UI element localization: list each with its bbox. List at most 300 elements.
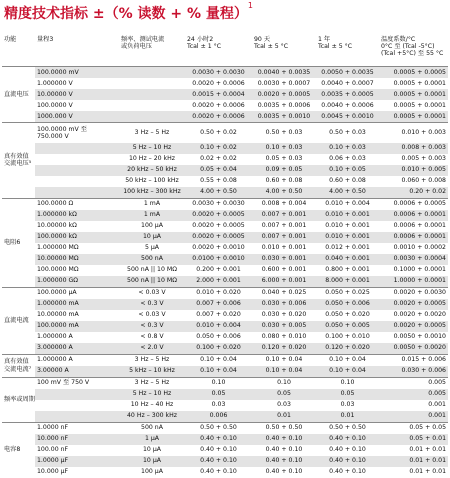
table-row — [2, 165, 448, 176]
range-value: 1.000000 kΩ — [37, 211, 77, 219]
accuracy-24h-cell: 0.05 + 0.04 — [185, 165, 252, 176]
temp-coeff-cell: 0.005 — [379, 377, 448, 389]
accuracy-24h-cell: 0.40 + 0.10 — [185, 456, 252, 467]
accuracy-1y-cell: 0.40 + 0.10 — [316, 434, 379, 445]
header-24-hour-line: Tcal ± 1 °C — [187, 43, 222, 51]
function-label: 频率或周期 — [4, 395, 35, 403]
frequency-cell: < 0.03 V — [119, 310, 185, 321]
page-title — [4, 3, 253, 25]
table-row — [2, 400, 448, 411]
header-temp-coefficient — [379, 34, 448, 67]
accuracy-1y-cell: 0.010 + 0.001 — [316, 210, 379, 221]
table-row — [2, 299, 448, 310]
frequency-cell: 50 kHz – 100 kHz — [119, 176, 185, 187]
range-value: 100 mV 至 750 V — [37, 379, 90, 387]
function-cell — [2, 287, 35, 354]
temp-coeff-cell: 0.010 + 0.005 — [379, 165, 448, 176]
accuracy-24h-cell: 0.200 + 0.001 — [185, 265, 252, 276]
table-row — [2, 321, 448, 332]
accuracy-24h-cell: 0.0020 + 0.0006 — [185, 100, 252, 111]
temp-coeff-cell: 0.0020 + 0.0005 — [379, 321, 448, 332]
accuracy-1y-cell: 0.050 + 0.005 — [316, 321, 379, 332]
range-cell — [35, 176, 119, 187]
accuracy-1y-cell: 0.010 + 0.004 — [316, 198, 379, 210]
accuracy-90d-cell: 0.60 + 0.08 — [252, 176, 316, 187]
range-cell — [35, 400, 119, 411]
accuracy-1y-cell: 4.00 + 0.50 — [316, 187, 379, 199]
accuracy-90d-cell: 0.0030 + 0.0007 — [252, 78, 316, 89]
range-value: 10.000 μF — [37, 468, 69, 476]
frequency-cell: 1 mA — [119, 198, 185, 210]
range-cell — [35, 366, 119, 378]
accuracy-24h-cell: 0.50 + 0.02 — [185, 123, 252, 143]
range-value: 10.00000 kΩ — [37, 222, 77, 230]
function-cell — [2, 123, 35, 199]
header-1-year-line: 1 年 — [318, 36, 331, 43]
header-temp-coefficient-line: 温度系数/°C — [381, 36, 416, 43]
temp-coeff-cell: 0.005 — [379, 389, 448, 400]
accuracy-24h-cell: 0.0100 + 0.0010 — [185, 254, 252, 265]
range-cell — [35, 456, 119, 467]
range-cell — [35, 187, 119, 199]
table-row — [2, 123, 448, 143]
header-frequency-current-line: 或负荷电压 — [121, 43, 152, 51]
accuracy-24h-cell: 0.007 + 0.006 — [185, 299, 252, 310]
table-row — [2, 78, 448, 89]
temp-coeff-cell: 0.0020 + 0.0005 — [379, 299, 448, 310]
accuracy-90d-cell: 0.10 + 0.03 — [252, 143, 316, 154]
temp-coeff-cell: 0.0005 + 0.0001 — [379, 89, 448, 100]
temp-coeff-cell: 0.0005 + 0.0005 — [379, 67, 448, 79]
frequency-cell — [119, 111, 185, 123]
accuracy-24h-cell: 0.0020 + 0.0005 — [185, 210, 252, 221]
range-value: 100.00 nF — [37, 446, 69, 454]
accuracy-24h-cell: 0.10 + 0.04 — [185, 366, 252, 378]
range-cell — [35, 243, 119, 254]
function-cell — [2, 377, 35, 422]
range-value: 1.000000 mA — [37, 300, 79, 308]
header-temp-coefficient-line: (Tcal +5°C) 至 55 °C — [381, 50, 444, 58]
range-value: 10.00000 MΩ — [37, 255, 79, 263]
frequency-cell: 100 μA — [119, 467, 185, 478]
accuracy-24h-cell: 0.10 + 0.02 — [185, 143, 252, 154]
table-row — [2, 467, 448, 478]
frequency-cell: 100 kHz – 300 kHz — [119, 187, 185, 199]
accuracy-90d-cell: 0.10 + 0.04 — [252, 366, 316, 378]
range-value: 100.0000 kΩ — [37, 233, 77, 241]
accuracy-24h-cell: 0.0020 + 0.0010 — [185, 243, 252, 254]
accuracy-1y-cell: 0.50 + 0.03 — [316, 123, 379, 143]
table-row — [2, 310, 448, 321]
accuracy-24h-cell: 0.010 + 0.020 — [185, 287, 252, 299]
accuracy-1y-cell: 0.60 + 0.08 — [316, 176, 379, 187]
accuracy-1y-cell: 0.01 — [316, 411, 379, 423]
table-row — [2, 456, 448, 467]
accuracy-1y-cell: 0.03 — [316, 400, 379, 411]
function-label: 直流电压 — [4, 90, 29, 98]
accuracy-1y-cell: 0.10 + 0.04 — [316, 366, 379, 378]
table-row — [2, 411, 448, 423]
accuracy-1y-cell: 0.06 + 0.03 — [316, 154, 379, 165]
range-value: 1.0000 μF — [37, 457, 69, 465]
accuracy-24h-cell: 0.0020 + 0.0005 — [185, 221, 252, 232]
accuracy-1y-cell: 0.050 + 0.006 — [316, 299, 379, 310]
temp-coeff-cell: 0.0006 + 0.0005 — [379, 198, 448, 210]
frequency-cell: 40 Hz – 300 kHz — [119, 411, 185, 423]
header-temp-coefficient-line: 0°C 至 (Tcal -5°C) — [381, 43, 435, 51]
range-value-line2: 750.000 V — [37, 132, 69, 140]
temp-coeff-cell: 0.0050 + 0.0020 — [379, 343, 448, 355]
table-row — [2, 154, 448, 165]
accuracy-90d-cell: 0.030 + 0.001 — [252, 254, 316, 265]
range-cell — [35, 467, 119, 478]
frequency-cell: 10 μA — [119, 445, 185, 456]
header-90-day-line: Tcal ± 5 °C — [254, 43, 289, 51]
accuracy-1y-cell: 0.012 + 0.001 — [316, 243, 379, 254]
accuracy-24h-cell: 0.55 + 0.08 — [185, 176, 252, 187]
header-1-year-line: Tcal ± 5 °C — [318, 43, 353, 51]
temp-coeff-cell: 0.0020 + 0.0030 — [379, 287, 448, 299]
accuracy-24h-cell: 0.0020 + 0.0006 — [185, 78, 252, 89]
frequency-cell — [119, 89, 185, 100]
header-range — [35, 34, 119, 67]
table-row — [2, 210, 448, 221]
accuracy-24h-cell: 0.05 — [185, 389, 252, 400]
frequency-cell: 10 μA — [119, 232, 185, 243]
function-label: 交流电流⁷ — [4, 365, 32, 373]
accuracy-90d-cell: 0.05 + 0.03 — [252, 154, 316, 165]
temp-coeff-cell: 0.01 + 0.01 — [379, 456, 448, 467]
range-cell — [35, 123, 119, 143]
accuracy-24h-cell: 0.0015 + 0.0004 — [185, 89, 252, 100]
table-row — [2, 221, 448, 232]
frequency-cell: 3 Hz – 5 Hz — [119, 123, 185, 143]
temp-coeff-cell: 0.005 + 0.003 — [379, 154, 448, 165]
table-row — [2, 265, 448, 276]
range-value: 3.00000 A — [37, 367, 69, 375]
accuracy-24h-cell: 0.03 — [185, 400, 252, 411]
table-row — [2, 276, 448, 288]
range-value: 10.00000 V — [37, 90, 73, 98]
accuracy-1y-cell: 0.10 + 0.04 — [316, 354, 379, 366]
title-text: 精度技术指标 ±（% 读数 + % 量程） — [4, 6, 248, 22]
accuracy-90d-cell: 0.50 + 0.03 — [252, 123, 316, 143]
frequency-cell: 5 μA — [119, 243, 185, 254]
accuracy-1y-cell: 0.040 + 0.001 — [316, 254, 379, 265]
range-cell — [35, 198, 119, 210]
range-value: 100.0000 mV — [37, 68, 79, 76]
accuracy-1y-cell: 0.800 + 0.001 — [316, 265, 379, 276]
temp-coeff-cell: 0.1000 + 0.0001 — [379, 265, 448, 276]
accuracy-90d-cell: 6.000 + 0.001 — [252, 276, 316, 288]
accuracy-90d-cell: 0.007 + 0.001 — [252, 221, 316, 232]
frequency-cell: 10 Hz – 40 Hz — [119, 400, 185, 411]
accuracy-1y-cell: 0.100 + 0.010 — [316, 332, 379, 343]
function-cell — [2, 67, 35, 123]
table-row — [2, 176, 448, 187]
function-label: 交流电压⁵ — [4, 160, 32, 168]
temp-coeff-cell: 0.0006 + 0.0001 — [379, 232, 448, 243]
range-cell — [35, 111, 119, 123]
temp-coeff-cell: 0.015 + 0.006 — [379, 354, 448, 366]
temp-coeff-cell: 0.0030 + 0.0004 — [379, 254, 448, 265]
accuracy-90d-cell: 0.0020 + 0.0005 — [252, 89, 316, 100]
frequency-cell: 10 Hz – 20 kHz — [119, 154, 185, 165]
accuracy-90d-cell: 0.008 + 0.004 — [252, 198, 316, 210]
range-cell — [35, 276, 119, 288]
table-row — [2, 143, 448, 154]
accuracy-1y-cell: 0.050 + 0.025 — [316, 287, 379, 299]
frequency-cell — [119, 67, 185, 79]
accuracy-1y-cell: 0.0050 + 0.0035 — [316, 67, 379, 79]
function-cell — [2, 198, 35, 287]
accuracy-90d-cell: 0.40 + 0.10 — [252, 445, 316, 456]
range-value: 100.0000 MΩ — [37, 266, 79, 274]
frequency-cell: < 2.0 V — [119, 343, 185, 355]
frequency-cell: 20 kHz – 50 kHz — [119, 165, 185, 176]
range-cell — [35, 67, 119, 79]
accuracy-90d-cell: 0.010 + 0.001 — [252, 243, 316, 254]
header-1-year — [316, 34, 379, 67]
range-cell — [35, 265, 119, 276]
temp-coeff-cell: 0.0010 + 0.0002 — [379, 243, 448, 254]
accuracy-24h-cell: 0.50 + 0.50 — [185, 422, 252, 434]
table-header — [2, 34, 448, 67]
accuracy-1y-cell: 0.010 + 0.001 — [316, 221, 379, 232]
range-cell — [35, 354, 119, 366]
accuracy-1y-cell: 0.050 + 0.020 — [316, 310, 379, 321]
temp-coeff-cell: 0.060 + 0.008 — [379, 176, 448, 187]
accuracy-1y-cell: 0.0040 + 0.0006 — [316, 100, 379, 111]
range-cell — [35, 89, 119, 100]
range-cell — [35, 78, 119, 89]
range-value: 100.0000 μA — [37, 289, 77, 297]
frequency-cell: 500 nA || 10 MΩ — [119, 265, 185, 276]
table-row — [2, 354, 448, 366]
accuracy-24h-cell: 2.000 + 0.001 — [185, 276, 252, 288]
temp-coeff-cell: 0.001 — [379, 400, 448, 411]
table-row — [2, 332, 448, 343]
frequency-cell: 100 μA — [119, 221, 185, 232]
accuracy-24h-cell: 0.10 — [185, 377, 252, 389]
accuracy-90d-cell: 0.080 + 0.010 — [252, 332, 316, 343]
temp-coeff-cell: 0.01 + 0.01 — [379, 467, 448, 478]
accuracy-1y-cell: 0.10 + 0.03 — [316, 143, 379, 154]
accuracy-90d-cell: 0.007 + 0.001 — [252, 210, 316, 221]
accuracy-24h-cell: 0.007 + 0.020 — [185, 310, 252, 321]
accuracy-90d-cell: 0.03 — [252, 400, 316, 411]
frequency-cell: 5 kHz – 10 kHz — [119, 366, 185, 378]
frequency-cell: 5 Hz – 10 Hz — [119, 389, 185, 400]
range-cell — [35, 221, 119, 232]
table-row — [2, 89, 448, 100]
range-cell — [35, 332, 119, 343]
function-label: 电阻6 — [4, 238, 21, 246]
temp-coeff-cell: 0.05 + 0.05 — [379, 422, 448, 434]
table-body — [2, 67, 448, 478]
range-value: 1.0000 nF — [37, 424, 69, 432]
accuracy-90d-cell: 0.030 + 0.020 — [252, 310, 316, 321]
range-cell — [35, 143, 119, 154]
range-value: 10.00000 mA — [37, 311, 79, 319]
table-row — [2, 389, 448, 400]
range-value: 1.000000 GΩ — [37, 277, 79, 285]
table-row — [2, 377, 448, 389]
range-cell — [35, 377, 119, 389]
table-row — [2, 232, 448, 243]
function-label: 真有效值 — [4, 153, 29, 161]
table-row — [2, 198, 448, 210]
accuracy-90d-cell: 0.40 + 0.10 — [252, 456, 316, 467]
title-footnote-mark: 1 — [247, 1, 253, 10]
accuracy-1y-cell: 0.120 + 0.020 — [316, 343, 379, 355]
function-cell — [2, 422, 35, 478]
range-value: 3.000000 A — [37, 344, 73, 352]
accuracy-1y-cell: 0.010 + 0.001 — [316, 232, 379, 243]
frequency-cell: 3 Hz – 5 Hz — [119, 377, 185, 389]
frequency-cell — [119, 78, 185, 89]
table-row — [2, 111, 448, 123]
header-frequency-current-line: 频率、测试电流 — [121, 36, 165, 43]
range-cell — [35, 254, 119, 265]
accuracy-90d-cell: 0.01 — [252, 411, 316, 423]
range-cell — [35, 287, 119, 299]
header-24-hour-line: 24 小时2 — [187, 36, 214, 43]
range-cell — [35, 100, 119, 111]
temp-coeff-cell: 0.008 + 0.003 — [379, 143, 448, 154]
accuracy-90d-cell: 0.50 + 0.50 — [252, 422, 316, 434]
range-cell — [35, 321, 119, 332]
range-cell — [35, 434, 119, 445]
range-value: 1.000000 A — [37, 333, 73, 341]
accuracy-spec-table — [2, 34, 448, 478]
accuracy-24h-cell: 0.0030 + 0.0030 — [185, 198, 252, 210]
function-cell — [2, 354, 35, 377]
frequency-cell: < 0.3 V — [119, 299, 185, 310]
header-90-day-line: 90 天 — [254, 36, 271, 43]
range-cell — [35, 232, 119, 243]
frequency-cell: 500 nA — [119, 422, 185, 434]
temp-coeff-cell: 0.010 + 0.003 — [379, 123, 448, 143]
accuracy-24h-cell: 0.10 + 0.04 — [185, 354, 252, 366]
accuracy-24h-cell: 0.050 + 0.006 — [185, 332, 252, 343]
range-value: 1.000000 MΩ — [37, 244, 79, 252]
range-cell — [35, 422, 119, 434]
accuracy-90d-cell: 0.0040 + 0.0035 — [252, 67, 316, 79]
table-row — [2, 445, 448, 456]
accuracy-90d-cell: 0.05 — [252, 389, 316, 400]
table-row — [2, 100, 448, 111]
accuracy-90d-cell: 0.600 + 0.001 — [252, 265, 316, 276]
header-frequency-current — [119, 34, 185, 67]
accuracy-90d-cell: 0.10 + 0.04 — [252, 354, 316, 366]
accuracy-90d-cell: 0.10 — [252, 377, 316, 389]
table-row — [2, 434, 448, 445]
frequency-cell: 10 μA — [119, 456, 185, 467]
accuracy-1y-cell: 0.0045 + 0.0010 — [316, 111, 379, 123]
accuracy-24h-cell: 0.40 + 0.10 — [185, 467, 252, 478]
accuracy-1y-cell: 0.40 + 0.10 — [316, 445, 379, 456]
temp-coeff-cell: 0.0020 + 0.0020 — [379, 310, 448, 321]
accuracy-1y-cell: 0.0035 + 0.0005 — [316, 89, 379, 100]
temp-coeff-cell: 0.0005 + 0.0001 — [379, 111, 448, 123]
function-label: 直流电流 — [4, 316, 29, 324]
function-label: 电容8 — [4, 446, 21, 454]
table-row — [2, 422, 448, 434]
accuracy-90d-cell: 0.030 + 0.006 — [252, 299, 316, 310]
accuracy-1y-cell: 0.0040 + 0.0007 — [316, 78, 379, 89]
temp-coeff-cell: 0.030 + 0.006 — [379, 366, 448, 378]
frequency-cell: 1 mA — [119, 210, 185, 221]
frequency-cell: 3 Hz – 5 Hz — [119, 354, 185, 366]
range-value: 100.0000 Ω — [37, 200, 74, 208]
temp-coeff-cell: 0.0006 + 0.0001 — [379, 221, 448, 232]
range-value: 100.0000 mA — [37, 322, 79, 330]
frequency-cell: 500 nA — [119, 254, 185, 265]
frequency-cell: 1 μA — [119, 434, 185, 445]
accuracy-90d-cell: 0.40 + 0.10 — [252, 434, 316, 445]
accuracy-24h-cell: 0.40 + 0.10 — [185, 434, 252, 445]
accuracy-24h-cell: 0.010 + 0.004 — [185, 321, 252, 332]
header-24-hour — [185, 34, 252, 67]
header-90-day — [252, 34, 316, 67]
range-cell — [35, 343, 119, 355]
function-label: 真有效值 — [4, 358, 29, 366]
temp-coeff-cell: 0.0006 + 0.0001 — [379, 210, 448, 221]
header-function — [2, 34, 35, 67]
temp-coeff-cell: 0.001 — [379, 411, 448, 423]
table-row — [2, 366, 448, 378]
range-cell — [35, 389, 119, 400]
frequency-cell: 5 Hz – 10 Hz — [119, 143, 185, 154]
range-cell — [35, 165, 119, 176]
accuracy-24h-cell: 0.100 + 0.020 — [185, 343, 252, 355]
range-cell — [35, 154, 119, 165]
frequency-cell: < 0.8 V — [119, 332, 185, 343]
accuracy-1y-cell: 0.40 + 0.10 — [316, 456, 379, 467]
temp-coeff-cell: 0.0005 + 0.0001 — [379, 78, 448, 89]
accuracy-1y-cell: 0.50 + 0.50 — [316, 422, 379, 434]
accuracy-90d-cell: 0.40 + 0.10 — [252, 467, 316, 478]
table-row — [2, 254, 448, 265]
accuracy-24h-cell: 0.0020 + 0.0006 — [185, 111, 252, 123]
accuracy-24h-cell: 0.40 + 0.10 — [185, 445, 252, 456]
range-value: 1000.000 V — [37, 112, 73, 120]
accuracy-24h-cell: 0.02 + 0.02 — [185, 154, 252, 165]
accuracy-90d-cell: 0.0035 + 0.0006 — [252, 100, 316, 111]
temp-coeff-cell: 0.20 + 0.02 — [379, 187, 448, 199]
frequency-cell: 500 nA || 10 MΩ — [119, 276, 185, 288]
table-row — [2, 287, 448, 299]
accuracy-90d-cell: 0.0035 + 0.0010 — [252, 111, 316, 123]
range-value: 100.0000 mV 至 — [37, 125, 87, 133]
accuracy-90d-cell: 0.120 + 0.020 — [252, 343, 316, 355]
range-cell — [35, 210, 119, 221]
temp-coeff-cell: 1.0000 + 0.0001 — [379, 276, 448, 288]
header-function-line: 功能 — [4, 36, 17, 43]
accuracy-1y-cell: 0.05 — [316, 389, 379, 400]
table-row — [2, 343, 448, 355]
range-cell — [35, 310, 119, 321]
accuracy-90d-cell: 4.00 + 0.50 — [252, 187, 316, 199]
temp-coeff-cell: 0.0050 + 0.0010 — [379, 332, 448, 343]
accuracy-90d-cell: 0.09 + 0.05 — [252, 165, 316, 176]
range-value: 1.000000 A — [37, 356, 73, 364]
accuracy-24h-cell: 4.00 + 0.50 — [185, 187, 252, 199]
frequency-cell: < 0.03 V — [119, 287, 185, 299]
temp-coeff-cell: 0.0005 + 0.0001 — [379, 100, 448, 111]
accuracy-1y-cell: 0.10 + 0.05 — [316, 165, 379, 176]
